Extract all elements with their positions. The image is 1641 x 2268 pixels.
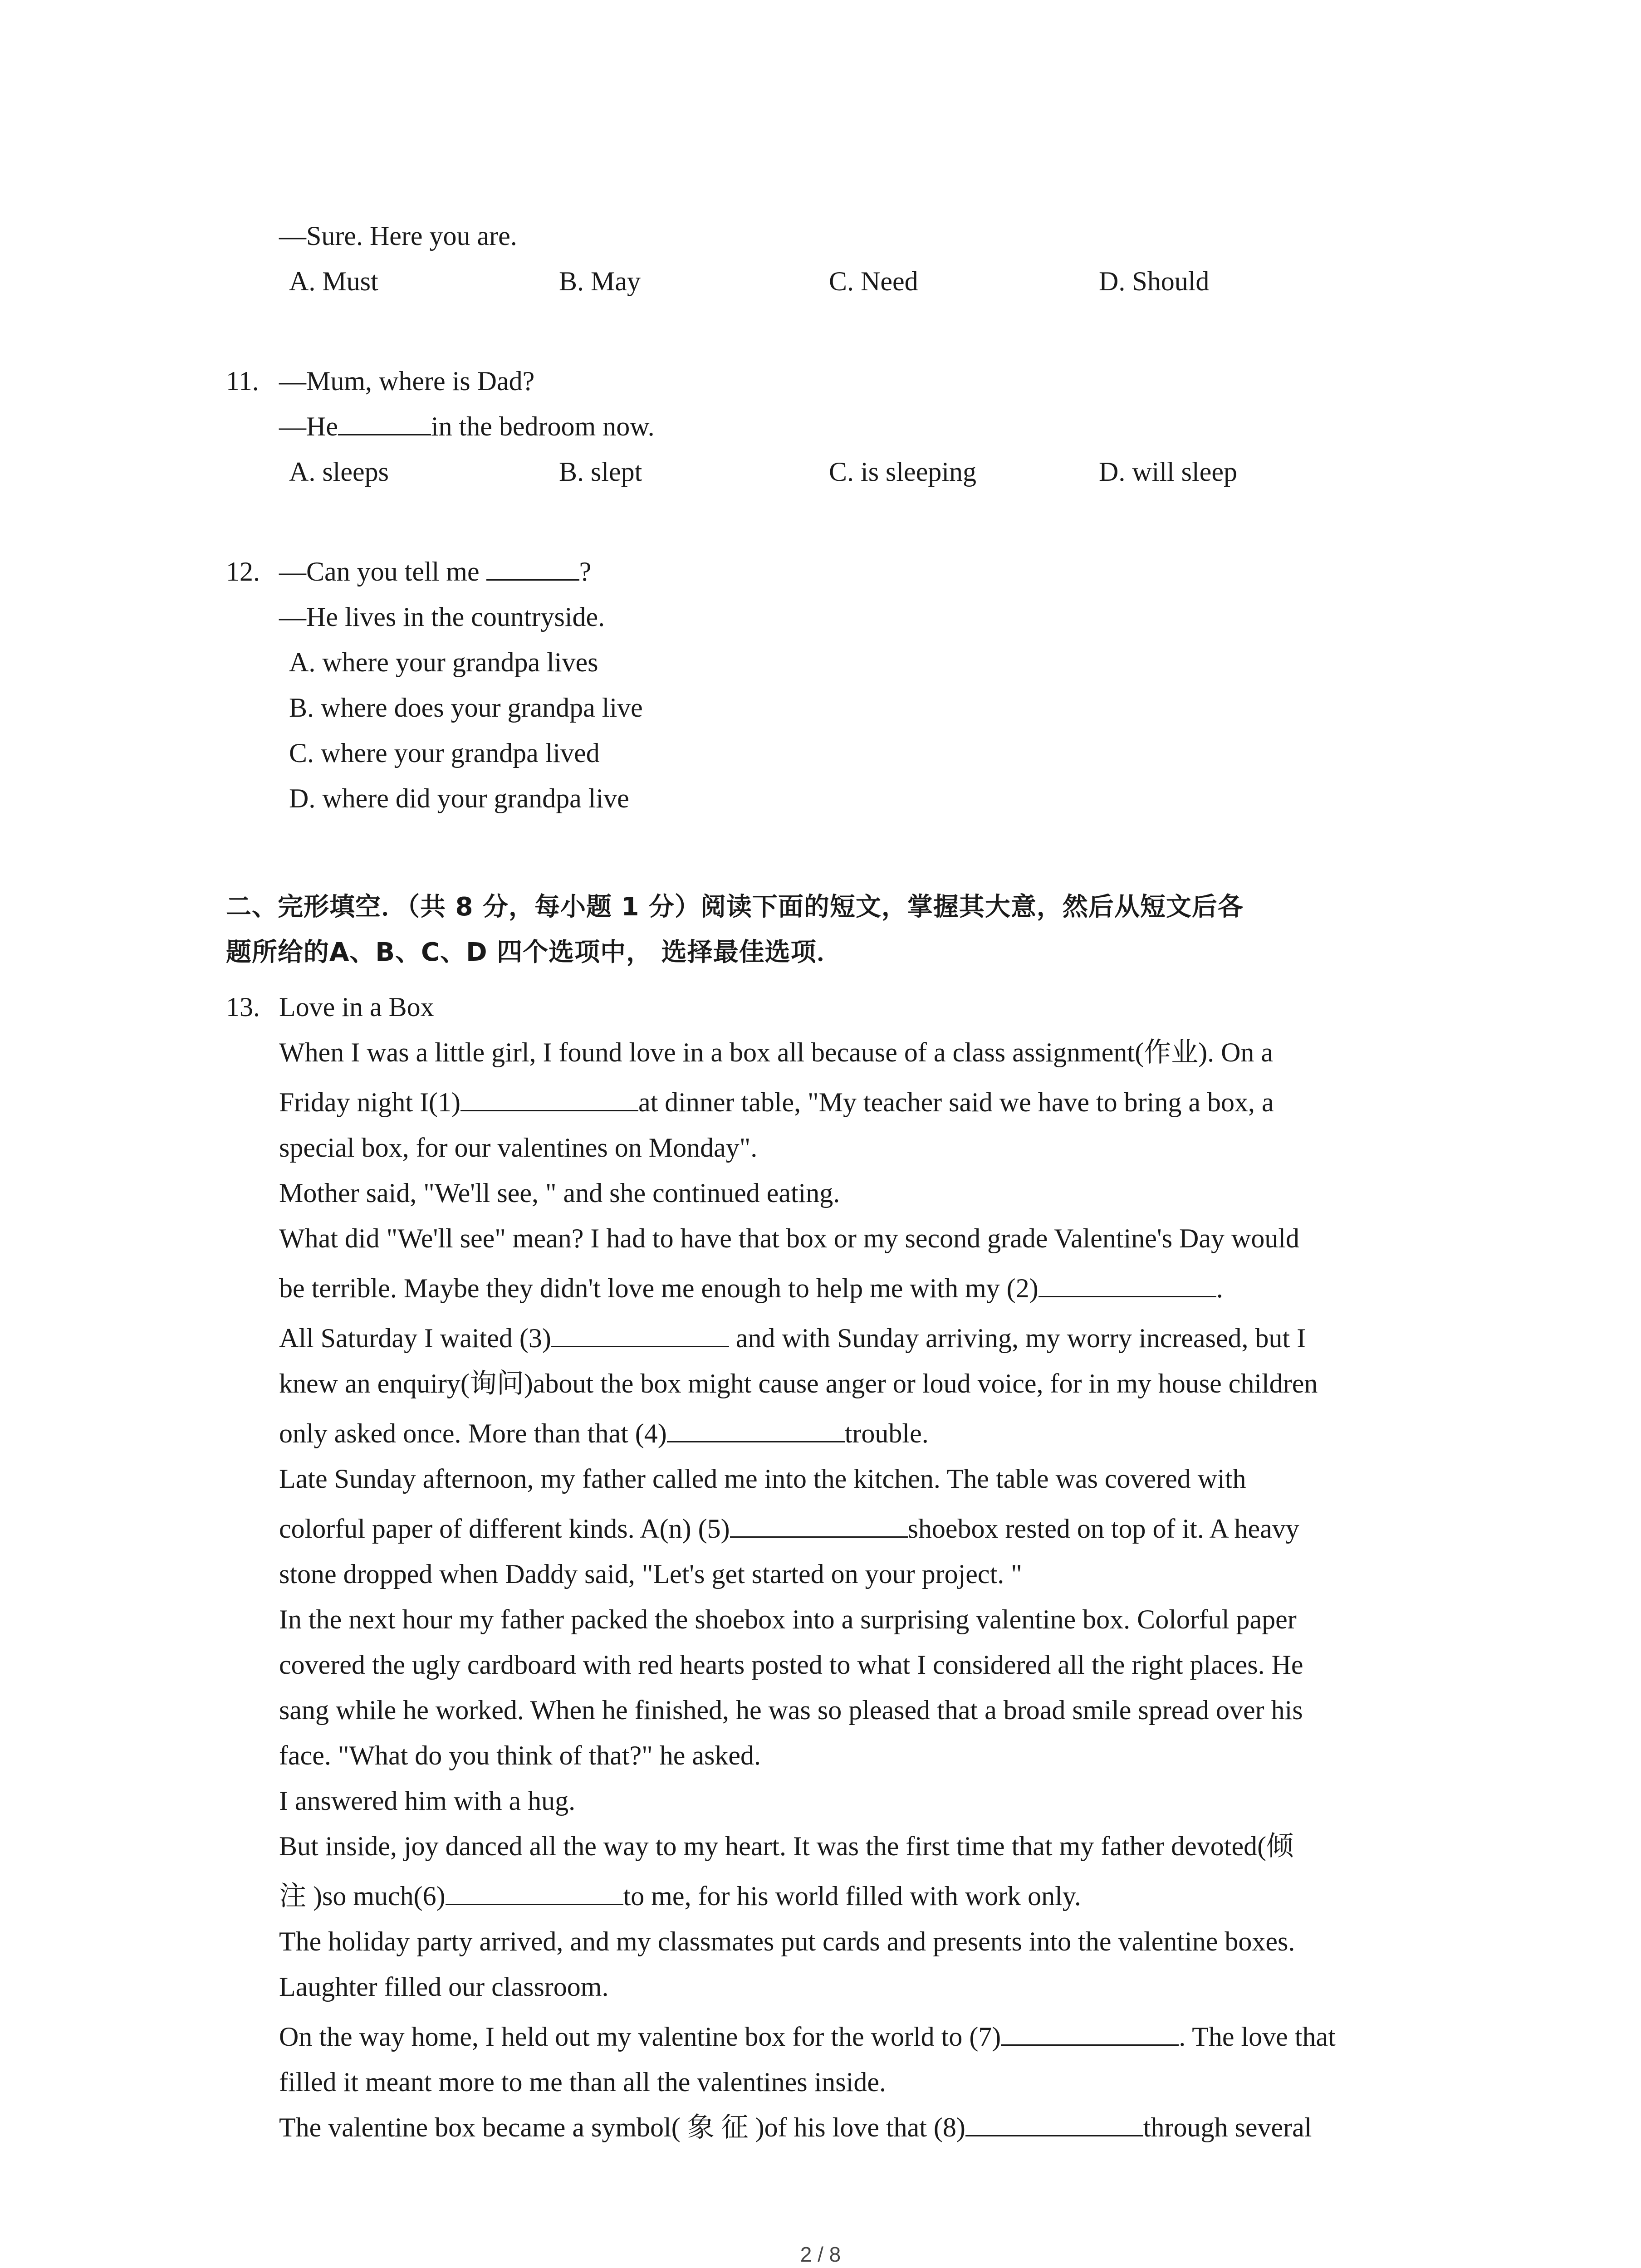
passage-line <box>279 1551 1022 1597</box>
passage-text: and with Sunday arriving, my worry increased, but I <box>729 1323 1306 1353</box>
q12-line1-post: ? <box>579 557 592 587</box>
passage-line <box>279 1216 1299 1261</box>
passage-text: . <box>1216 1273 1223 1303</box>
passage-line <box>279 1642 1303 1687</box>
passage-text: . The love that <box>1179 2022 1336 2052</box>
passage-line <box>279 1919 1295 1964</box>
passage-line <box>279 1170 840 1216</box>
passage-line <box>279 2105 1312 2150</box>
passage-line <box>279 1597 1297 1642</box>
passage-blank <box>446 1876 623 1905</box>
passage-text: through several <box>1143 2112 1312 2142</box>
q11-blank <box>338 406 431 435</box>
passage-text: be terrible. Maybe they didn't love me enough to help me with my (2) <box>279 1273 1038 1303</box>
passage-text: All Saturday I waited (3) <box>279 1323 551 1353</box>
passage-line <box>279 1080 1274 1125</box>
passage-text: In the next hour my father packed the shoebox into a surprising valentine box. Colorful paper <box>279 1604 1297 1634</box>
passage-text: colorful paper of different kinds. A(n) (5) <box>279 1514 730 1544</box>
passage-blank <box>551 1318 729 1347</box>
passage-text: shoebox rested on top of it. A heavy <box>907 1514 1299 1544</box>
q12-option-a: A. where your grandpa lives <box>289 647 598 677</box>
passage-blank <box>730 1508 908 1538</box>
passage-line <box>279 1964 608 2009</box>
passage-text: I answered him with a hug. <box>279 1786 576 1816</box>
passage-line <box>279 1873 1081 1919</box>
q10-option-b: B. May <box>559 266 641 296</box>
passage-text: Laughter filled our classroom. <box>279 1972 609 2002</box>
q11-option-d: D. will sleep <box>1099 457 1237 487</box>
q10-answer-line: —Sure. Here you are. <box>279 221 517 251</box>
passage-line <box>279 2014 1336 2059</box>
passage-blank <box>1038 1268 1216 1297</box>
q11-line2-post: in the bedroom now. <box>431 411 655 441</box>
passage-text: On the way home, I held out my valentine box for the world to (7) <box>279 2022 1001 2052</box>
q12-line1 <box>279 549 591 594</box>
passage-line <box>279 1733 761 1778</box>
passage-text: Friday night I(1) <box>279 1087 460 1117</box>
section-heading-line2: 题所给的A、B、C、D 四个选项中， 选择最佳选项． <box>226 938 843 967</box>
passage-line <box>279 1361 1318 1406</box>
passage-text: 注 )so much(6) <box>279 1881 446 1911</box>
passage-text: Late Sunday afternoon, my father called me into the kitchen. The table was covered with <box>279 1464 1246 1494</box>
passage-blank <box>667 1413 845 1442</box>
passage-line <box>279 1778 575 1823</box>
passage-text: face. "What do you think of that?" he asked. <box>279 1740 761 1770</box>
passage-blank <box>1001 2016 1179 2046</box>
q10-option-c: C. Need <box>829 266 918 296</box>
passage-blank <box>965 2107 1143 2136</box>
q11-number: 11. <box>226 366 259 396</box>
passage-text: The holiday party arrived, and my classmates put cards and presents into the valentine boxes. <box>279 1926 1295 1956</box>
q12-option-b: B. where does your grandpa live <box>289 693 643 723</box>
q11-line1: —Mum, where is Dad? <box>279 366 535 396</box>
q11-option-b: B. slept <box>559 457 642 487</box>
passage-line <box>279 1315 1306 1361</box>
page-indicator: 2 / 8 <box>800 2243 841 2266</box>
passage-text: knew an enquiry(询问)about the box might cause anger or loud voice, for in my house children <box>279 1369 1318 1398</box>
q12-line2: —He lives in the countryside. <box>279 602 605 632</box>
passage-line <box>279 2059 886 2105</box>
passage-text: filled it meant more to me than all the valentines inside. <box>279 2067 886 2097</box>
passage-text: only asked once. More than that (4) <box>279 1418 667 1448</box>
passage-line <box>279 1125 757 1170</box>
q11-option-c: C. is sleeping <box>829 457 976 487</box>
q11-line2-pre: —He <box>279 411 338 441</box>
q12-line1-pre: —Can you tell me <box>279 557 486 587</box>
q10-option-d: D. Should <box>1099 266 1210 296</box>
passage-line <box>279 1823 1293 1869</box>
passage-line <box>279 1687 1303 1733</box>
q12-number: 12. <box>226 557 260 587</box>
passage-text: The valentine box became a symbol( 象 征 )of his love that (8) <box>279 2112 965 2142</box>
passage-line <box>279 1506 1299 1551</box>
passage-text: covered the ugly cardboard with red hearts posted to what I considered all the right places. He <box>279 1650 1303 1680</box>
passage-text: Mother said, "We'll see, " and she continued eating. <box>279 1178 840 1208</box>
q13-title: Love in a Box <box>279 992 434 1022</box>
q12-option-c: C. where your grandpa lived <box>289 738 600 768</box>
q11-line2 <box>279 404 655 449</box>
passage-text: at dinner table, "My teacher said we have to bring a box, a <box>638 1087 1274 1117</box>
passage-line <box>279 1266 1223 1311</box>
q13-number: 13. <box>226 992 260 1022</box>
q10-option-a: A. Must <box>289 266 378 296</box>
passage-line <box>279 1456 1246 1501</box>
passage-text: stone dropped when Daddy said, "Let's get started on your project. " <box>279 1559 1022 1589</box>
passage-text: sang while he worked. When he finished, he was so pleased that a broad smile spread over his <box>279 1695 1303 1725</box>
passage-line <box>279 1411 929 1456</box>
q11-option-a: A. sleeps <box>289 457 389 487</box>
passage-blank <box>460 1082 638 1111</box>
q12-option-d: D. where did your grandpa live <box>289 783 629 813</box>
section-heading-line1: 二、完形填空．（共 8 分，每小题 1 分）阅读下面的短文，掌握其大意，然后从短文后各 <box>226 892 1244 922</box>
passage-text: But inside, joy danced all the way to my heart. It was the first time that my father devoted(倾 <box>279 1831 1294 1861</box>
passage-text: When I was a little girl, I found love in a box all because of a class assignment(作业). On a <box>279 1037 1274 1067</box>
passage-line <box>279 1030 1273 1075</box>
passage-text: to me, for his world filled with work only. <box>623 1881 1081 1911</box>
passage-text: special box, for our valentines on Monday". <box>279 1133 758 1163</box>
passage-text: What did "We'll see" mean? I had to have that box or my second grade Valentine's Day would <box>279 1223 1300 1253</box>
q12-blank <box>486 551 579 581</box>
passage-text: trouble. <box>844 1418 929 1448</box>
